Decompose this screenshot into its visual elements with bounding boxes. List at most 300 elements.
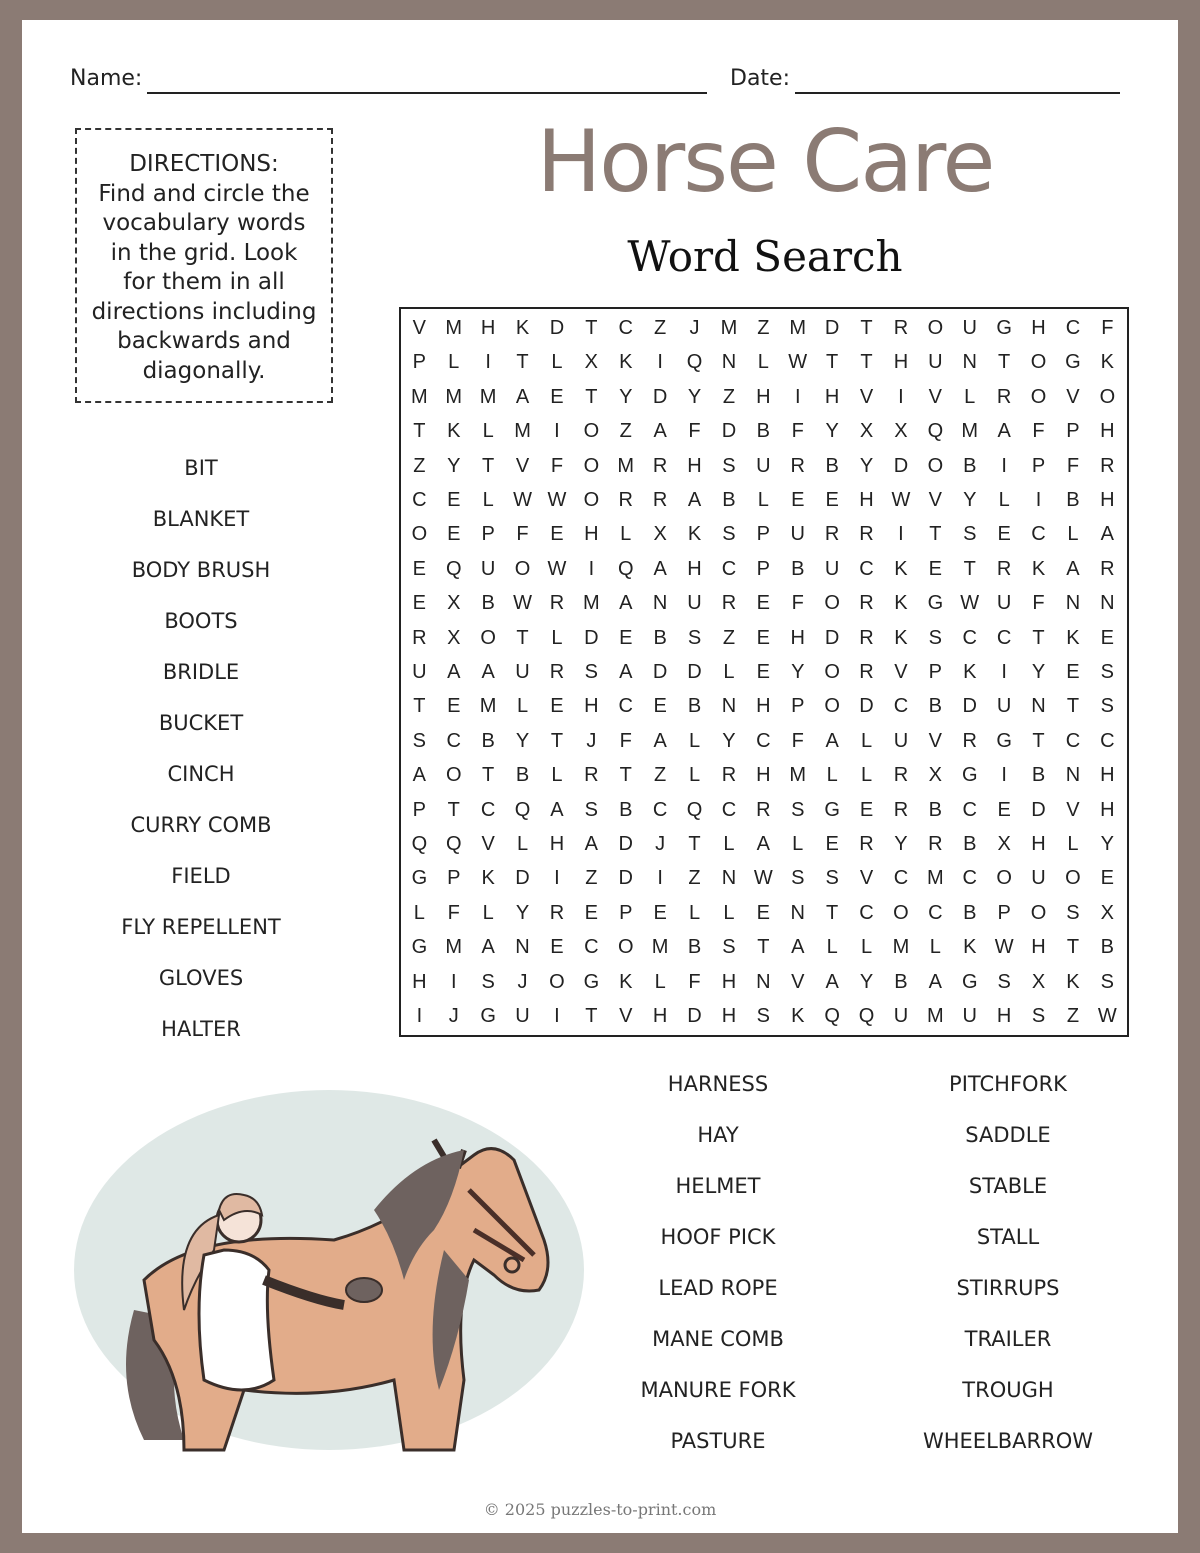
grid-letter[interactable]: V xyxy=(928,385,943,408)
grid-letter[interactable]: L xyxy=(757,489,769,511)
grid-letter[interactable]: I xyxy=(416,1005,423,1027)
grid-letter[interactable]: H xyxy=(756,764,771,787)
grid-letter[interactable]: C xyxy=(652,798,668,821)
grid-letter[interactable]: C xyxy=(962,798,977,821)
grid-letter[interactable]: B xyxy=(894,970,908,993)
grid-letter[interactable]: F xyxy=(1032,420,1045,443)
grid-letter[interactable]: Z xyxy=(688,867,701,890)
grid-letter[interactable]: O xyxy=(1030,901,1047,924)
grid-letter[interactable]: B xyxy=(928,798,943,821)
grid-letter[interactable]: E xyxy=(756,661,771,683)
grid-letter[interactable]: T xyxy=(585,385,598,408)
grid-letter[interactable]: H xyxy=(824,385,840,408)
grid-letter[interactable]: Y xyxy=(963,489,977,511)
grid-letter[interactable]: L xyxy=(1067,523,1079,546)
grid-letter[interactable]: I xyxy=(485,351,491,374)
grid-letter[interactable]: T xyxy=(826,901,839,924)
grid-letter[interactable]: P xyxy=(447,867,461,890)
grid-letter[interactable]: E xyxy=(997,798,1011,821)
grid-letter[interactable]: K xyxy=(1066,626,1080,649)
grid-letter[interactable]: C xyxy=(618,317,633,339)
grid-letter[interactable]: O xyxy=(514,557,531,580)
grid-letter[interactable]: G xyxy=(480,1005,496,1027)
grid-letter[interactable]: R xyxy=(893,798,909,821)
grid-letter[interactable]: B xyxy=(756,420,771,443)
grid-letter[interactable]: L xyxy=(413,901,425,924)
grid-letter[interactable]: R xyxy=(1100,557,1115,580)
grid-letter[interactable]: S xyxy=(791,798,805,821)
grid-letter[interactable]: T xyxy=(1032,729,1045,752)
grid-letter[interactable]: R xyxy=(756,798,771,821)
grid-letter[interactable]: H xyxy=(996,1005,1012,1027)
grid-letter[interactable]: R xyxy=(928,833,943,855)
grid-letter[interactable]: F xyxy=(791,592,804,615)
grid-letter[interactable]: K xyxy=(687,523,702,546)
grid-letter[interactable]: B xyxy=(928,695,943,718)
grid-letter[interactable]: T xyxy=(860,351,873,374)
grid-letter[interactable]: V xyxy=(1066,798,1080,821)
grid-letter[interactable]: Y xyxy=(619,385,633,408)
grid-letter[interactable]: W xyxy=(788,351,808,374)
grid-letter[interactable]: D xyxy=(687,1005,702,1027)
grid-letter[interactable]: S xyxy=(997,970,1011,993)
grid-letter[interactable]: O xyxy=(617,936,634,959)
grid-letter[interactable]: H xyxy=(687,454,702,477)
grid-letter[interactable]: L xyxy=(723,901,735,924)
grid-letter[interactable]: Q xyxy=(445,557,462,580)
grid-letter[interactable]: L xyxy=(860,729,873,752)
grid-letter[interactable]: U xyxy=(893,1005,909,1027)
grid-letter[interactable]: A xyxy=(653,557,667,580)
grid-letter[interactable]: B xyxy=(1066,489,1080,511)
grid-letter[interactable]: U xyxy=(756,454,771,477)
grid-letter[interactable]: L xyxy=(860,764,873,787)
grid-letter[interactable]: A xyxy=(1066,557,1080,580)
grid-letter[interactable]: T xyxy=(860,317,873,339)
grid-letter[interactable]: T xyxy=(413,420,426,443)
grid-letter[interactable]: O xyxy=(927,454,944,477)
grid-letter[interactable]: D xyxy=(652,661,668,683)
grid-letter[interactable]: M xyxy=(892,936,910,959)
grid-letter[interactable]: H xyxy=(1100,798,1115,821)
grid-letter[interactable]: O xyxy=(480,626,496,649)
grid-letter[interactable]: N xyxy=(790,901,805,924)
grid-letter[interactable]: M xyxy=(927,1005,944,1027)
grid-letter[interactable]: S xyxy=(722,454,736,477)
grid-letter[interactable]: C xyxy=(721,557,737,580)
grid-letter[interactable]: R xyxy=(721,592,737,615)
grid-letter[interactable]: M xyxy=(789,764,807,787)
grid-letter[interactable]: E xyxy=(997,523,1011,546)
grid-letter[interactable]: E xyxy=(1100,867,1115,890)
grid-letter[interactable]: H xyxy=(721,1005,737,1027)
grid-letter[interactable]: L xyxy=(620,523,632,546)
grid-letter[interactable]: D xyxy=(962,695,977,718)
grid-letter[interactable]: T xyxy=(998,351,1011,374)
grid-letter[interactable]: G xyxy=(411,936,428,959)
grid-letter[interactable]: L xyxy=(929,936,941,959)
grid-letter[interactable]: C xyxy=(996,626,1012,649)
grid-letter[interactable]: I xyxy=(898,523,904,546)
grid-letter[interactable]: G xyxy=(927,592,944,615)
grid-letter[interactable]: R xyxy=(618,489,633,511)
grid-letter[interactable]: O xyxy=(1030,385,1047,408)
grid-letter[interactable]: R xyxy=(721,764,737,787)
grid-letter[interactable]: C xyxy=(480,798,496,821)
grid-letter[interactable]: R xyxy=(859,661,874,683)
grid-letter[interactable]: L xyxy=(482,420,494,443)
grid-letter[interactable]: C xyxy=(962,626,977,649)
grid-letter[interactable]: K xyxy=(1066,970,1080,993)
grid-letter[interactable]: H xyxy=(756,385,771,408)
grid-letter[interactable]: S xyxy=(791,867,805,890)
grid-letter[interactable]: M xyxy=(927,867,944,890)
name-line[interactable] xyxy=(147,92,707,94)
grid-letter[interactable]: R xyxy=(859,833,874,855)
grid-letter[interactable]: A xyxy=(997,420,1011,443)
grid-letter[interactable]: L xyxy=(723,661,735,683)
grid-letter[interactable]: W xyxy=(547,557,567,580)
grid-letter[interactable]: C xyxy=(1100,729,1115,752)
grid-letter[interactable]: X xyxy=(894,420,908,443)
grid-letter[interactable]: O xyxy=(824,661,840,683)
grid-letter[interactable]: A xyxy=(515,385,530,408)
grid-letter[interactable]: L xyxy=(688,901,701,924)
grid-letter[interactable]: C xyxy=(584,936,599,959)
grid-letter[interactable]: U xyxy=(893,729,909,752)
grid-letter[interactable]: X xyxy=(859,420,874,443)
grid-letter[interactable]: C xyxy=(412,489,427,511)
letter-grid[interactable] xyxy=(399,307,1129,1037)
grid-letter[interactable]: L xyxy=(723,833,735,855)
grid-letter[interactable]: V xyxy=(791,970,805,993)
grid-letter[interactable]: R xyxy=(996,557,1012,580)
grid-letter[interactable]: K xyxy=(481,867,495,890)
grid-letter[interactable]: Y xyxy=(515,901,530,924)
grid-letter[interactable]: L xyxy=(964,385,976,408)
grid-letter[interactable]: L xyxy=(826,764,838,787)
grid-letter[interactable]: B xyxy=(653,626,667,649)
grid-letter[interactable]: S xyxy=(1100,661,1115,683)
grid-letter[interactable]: D xyxy=(859,695,874,718)
grid-letter[interactable]: K xyxy=(619,351,633,374)
grid-letter[interactable]: B xyxy=(687,936,702,959)
grid-letter[interactable]: S xyxy=(412,729,427,752)
grid-letter[interactable]: E xyxy=(1066,661,1080,683)
grid-letter[interactable]: V xyxy=(412,317,427,339)
grid-letter[interactable]: I xyxy=(554,420,560,443)
grid-letter[interactable]: E xyxy=(756,901,771,924)
grid-letter[interactable]: Y xyxy=(1031,661,1046,683)
grid-letter[interactable]: Q xyxy=(686,798,703,821)
grid-letter[interactable]: O xyxy=(1065,867,1081,890)
grid-letter[interactable]: A xyxy=(687,489,702,511)
grid-letter[interactable]: E xyxy=(928,557,943,580)
grid-letter[interactable]: R xyxy=(652,489,668,511)
grid-letter[interactable]: R xyxy=(549,592,565,615)
grid-letter[interactable]: D xyxy=(515,867,530,890)
grid-letter[interactable]: T xyxy=(516,626,529,649)
grid-letter[interactable]: C xyxy=(859,901,874,924)
grid-letter[interactable]: F xyxy=(1066,454,1080,477)
grid-letter[interactable]: S xyxy=(584,661,599,683)
grid-letter[interactable]: E xyxy=(619,626,633,649)
grid-letter[interactable]: Z xyxy=(722,626,736,649)
grid-letter[interactable]: R xyxy=(962,729,977,752)
grid-letter[interactable]: E xyxy=(412,592,427,615)
grid-letter[interactable]: A xyxy=(756,833,771,855)
grid-letter[interactable]: Y xyxy=(859,970,874,993)
grid-letter[interactable]: E xyxy=(756,592,771,615)
grid-letter[interactable]: T xyxy=(929,523,942,546)
grid-letter[interactable]: Z xyxy=(619,420,632,443)
grid-letter[interactable]: H xyxy=(893,351,909,374)
grid-letter[interactable]: R xyxy=(859,592,874,615)
grid-letter[interactable]: A xyxy=(653,729,667,752)
grid-letter[interactable]: A xyxy=(412,764,427,787)
grid-letter[interactable]: X xyxy=(997,833,1011,855)
grid-letter[interactable]: B xyxy=(481,729,495,752)
grid-letter[interactable]: E xyxy=(825,489,839,511)
grid-letter[interactable]: F xyxy=(516,523,529,546)
grid-letter[interactable]: P xyxy=(1031,454,1046,477)
grid-letter[interactable]: N xyxy=(721,695,737,718)
grid-letter[interactable]: U xyxy=(824,557,840,580)
grid-letter[interactable]: P xyxy=(412,798,427,821)
grid-letter[interactable]: Y xyxy=(515,729,530,752)
grid-letter[interactable]: K xyxy=(791,1005,805,1027)
grid-letter[interactable]: H xyxy=(584,523,599,546)
grid-letter[interactable]: X xyxy=(1031,970,1046,993)
grid-letter[interactable]: I xyxy=(554,1005,560,1027)
grid-letter[interactable]: O xyxy=(927,317,944,339)
grid-letter[interactable]: G xyxy=(961,970,978,993)
grid-letter[interactable]: U xyxy=(480,557,496,580)
grid-letter[interactable]: S xyxy=(963,523,977,546)
grid-letter[interactable]: M xyxy=(479,695,497,718)
grid-letter[interactable]: R xyxy=(996,385,1012,408)
grid-letter[interactable]: T xyxy=(963,557,976,580)
grid-letter[interactable]: A xyxy=(1100,523,1115,546)
grid-letter[interactable]: U xyxy=(515,1005,530,1027)
grid-letter[interactable]: H xyxy=(756,695,771,718)
grid-letter[interactable]: S xyxy=(928,626,943,649)
grid-letter[interactable]: T xyxy=(447,798,460,821)
grid-letter[interactable]: D xyxy=(618,833,633,855)
grid-letter[interactable]: V xyxy=(619,1005,633,1027)
grid-letter[interactable]: R xyxy=(652,454,668,477)
grid-letter[interactable]: V xyxy=(928,489,943,511)
grid-letter[interactable]: F xyxy=(688,420,701,443)
grid-letter[interactable]: P xyxy=(756,557,771,580)
grid-letter[interactable]: B xyxy=(1100,936,1115,959)
grid-letter[interactable]: O xyxy=(411,523,428,546)
grid-letter[interactable]: V xyxy=(859,385,874,408)
grid-letter[interactable]: M xyxy=(445,317,463,339)
grid-letter[interactable]: S xyxy=(1066,901,1080,924)
grid-letter[interactable]: G xyxy=(996,317,1012,339)
grid-letter[interactable]: Y xyxy=(791,661,805,683)
grid-letter[interactable]: E xyxy=(550,936,564,959)
grid-letter[interactable]: D xyxy=(893,454,909,477)
grid-letter[interactable]: T xyxy=(1032,626,1045,649)
grid-letter[interactable]: I xyxy=(1001,764,1007,787)
grid-letter[interactable]: A xyxy=(481,661,495,683)
grid-letter[interactable]: J xyxy=(517,970,528,993)
grid-letter[interactable]: B xyxy=(1031,764,1046,787)
grid-letter[interactable]: N xyxy=(652,592,668,615)
grid-letter[interactable]: H xyxy=(1100,420,1115,443)
grid-letter[interactable]: N xyxy=(1031,695,1046,718)
grid-letter[interactable]: W xyxy=(960,592,980,615)
grid-letter[interactable]: M xyxy=(617,454,635,477)
grid-letter[interactable]: D xyxy=(618,867,633,890)
grid-letter[interactable]: F xyxy=(1032,592,1045,615)
grid-letter[interactable]: A xyxy=(447,661,461,683)
grid-letter[interactable]: O xyxy=(583,420,600,443)
grid-letter[interactable]: H xyxy=(412,970,427,993)
grid-letter[interactable]: V xyxy=(928,729,943,752)
grid-letter[interactable]: S xyxy=(722,936,736,959)
grid-letter[interactable]: D xyxy=(824,626,840,649)
grid-letter[interactable]: C xyxy=(859,557,874,580)
grid-letter[interactable]: J xyxy=(448,1005,459,1027)
grid-letter[interactable]: V xyxy=(859,867,874,890)
grid-letter[interactable]: V xyxy=(481,833,495,855)
grid-letter[interactable]: O xyxy=(824,695,840,718)
grid-letter[interactable]: A xyxy=(619,661,633,683)
grid-letter[interactable]: Y xyxy=(447,454,461,477)
grid-letter[interactable]: B xyxy=(687,695,702,718)
grid-letter[interactable]: S xyxy=(687,626,702,649)
grid-letter[interactable]: I xyxy=(898,385,904,408)
grid-letter[interactable]: S xyxy=(1100,970,1115,993)
grid-letter[interactable]: D xyxy=(824,317,840,339)
grid-letter[interactable]: G xyxy=(824,798,840,821)
grid-letter[interactable]: D xyxy=(549,317,565,339)
grid-letter[interactable]: W xyxy=(753,867,773,890)
grid-letter[interactable]: R xyxy=(549,901,565,924)
grid-letter[interactable]: E xyxy=(412,557,427,580)
grid-letter[interactable]: U xyxy=(996,695,1012,718)
grid-letter[interactable]: E xyxy=(1100,626,1115,649)
grid-letter[interactable]: K xyxy=(894,592,908,615)
grid-letter[interactable]: A xyxy=(791,936,805,959)
grid-letter[interactable]: T xyxy=(1066,936,1080,959)
grid-letter[interactable]: P xyxy=(997,901,1011,924)
grid-letter[interactable]: K xyxy=(1031,557,1046,580)
grid-letter[interactable]: W xyxy=(891,489,911,511)
grid-letter[interactable]: B xyxy=(481,592,495,615)
grid-letter[interactable]: U xyxy=(962,317,977,339)
grid-letter[interactable]: R xyxy=(824,523,840,546)
grid-letter[interactable]: M xyxy=(479,385,497,408)
grid-letter[interactable]: H xyxy=(652,1005,668,1027)
grid-letter[interactable]: M xyxy=(789,317,807,339)
grid-letter[interactable]: B xyxy=(791,557,805,580)
grid-letter[interactable]: U xyxy=(962,1005,977,1027)
grid-letter[interactable]: H xyxy=(859,489,874,511)
grid-letter[interactable]: F xyxy=(550,454,564,477)
grid-letter[interactable]: L xyxy=(551,351,563,374)
grid-letter[interactable]: I xyxy=(1001,454,1007,477)
grid-letter[interactable]: A xyxy=(481,936,495,959)
grid-letter[interactable]: D xyxy=(721,420,737,443)
grid-letter[interactable]: L xyxy=(516,833,529,855)
grid-letter[interactable]: F xyxy=(688,970,701,993)
grid-letter[interactable]: O xyxy=(824,592,840,615)
grid-letter[interactable]: N xyxy=(1065,592,1081,615)
grid-letter[interactable]: S xyxy=(1100,695,1115,718)
grid-letter[interactable]: T xyxy=(585,1005,598,1027)
grid-letter[interactable]: E xyxy=(791,489,805,511)
grid-letter[interactable]: T xyxy=(550,729,564,752)
grid-letter[interactable]: H xyxy=(1031,833,1046,855)
grid-letter[interactable]: B xyxy=(963,901,977,924)
grid-letter[interactable]: F xyxy=(791,420,804,443)
grid-letter[interactable]: O xyxy=(893,901,909,924)
grid-letter[interactable]: L xyxy=(482,489,494,511)
grid-letter[interactable]: L xyxy=(516,695,529,718)
grid-letter[interactable]: L xyxy=(688,764,701,787)
grid-letter[interactable]: F xyxy=(619,729,632,752)
grid-letter[interactable]: Y xyxy=(687,385,702,408)
grid-letter[interactable]: V xyxy=(1066,385,1080,408)
grid-letter[interactable]: L xyxy=(860,936,873,959)
grid-letter[interactable]: C xyxy=(928,901,943,924)
grid-letter[interactable]: O xyxy=(583,489,600,511)
grid-letter[interactable]: S xyxy=(756,1005,771,1027)
grid-letter[interactable]: N xyxy=(1100,592,1115,615)
grid-letter[interactable]: R xyxy=(790,454,805,477)
grid-letter[interactable]: Z xyxy=(413,454,426,477)
grid-letter[interactable]: B xyxy=(619,798,633,821)
grid-letter[interactable]: S xyxy=(1031,1005,1046,1027)
grid-letter[interactable]: K xyxy=(1100,351,1115,374)
grid-letter[interactable]: A xyxy=(928,970,943,993)
grid-letter[interactable]: O xyxy=(583,454,600,477)
grid-letter[interactable]: K xyxy=(963,661,977,683)
grid-letter[interactable]: N xyxy=(721,351,737,374)
grid-letter[interactable]: I xyxy=(657,867,663,890)
grid-letter[interactable]: C xyxy=(446,729,461,752)
grid-letter[interactable]: V xyxy=(515,454,530,477)
grid-letter[interactable]: N xyxy=(1065,764,1081,787)
grid-letter[interactable]: U xyxy=(790,523,805,546)
grid-letter[interactable]: B xyxy=(825,454,839,477)
grid-letter[interactable]: G xyxy=(996,729,1012,752)
grid-letter[interactable]: F xyxy=(1101,317,1114,339)
grid-letter[interactable]: R xyxy=(584,764,599,787)
grid-letter[interactable]: B xyxy=(963,454,977,477)
grid-letter[interactable]: N xyxy=(515,936,530,959)
grid-letter[interactable]: S xyxy=(722,523,736,546)
grid-letter[interactable]: D xyxy=(584,626,599,649)
grid-letter[interactable]: Z xyxy=(757,317,770,339)
grid-letter[interactable]: L xyxy=(757,351,769,374)
grid-letter[interactable]: M xyxy=(720,317,738,339)
grid-letter[interactable]: H xyxy=(1031,317,1046,339)
grid-letter[interactable]: M xyxy=(514,420,531,443)
grid-letter[interactable]: L xyxy=(826,936,838,959)
grid-letter[interactable]: J xyxy=(586,729,597,752)
grid-letter[interactable]: C xyxy=(1065,317,1081,339)
grid-letter[interactable]: C xyxy=(893,867,909,890)
grid-letter[interactable]: P xyxy=(412,351,427,374)
grid-letter[interactable]: Q xyxy=(927,420,944,443)
grid-letter[interactable]: G xyxy=(583,970,600,993)
grid-letter[interactable]: H xyxy=(480,317,496,339)
